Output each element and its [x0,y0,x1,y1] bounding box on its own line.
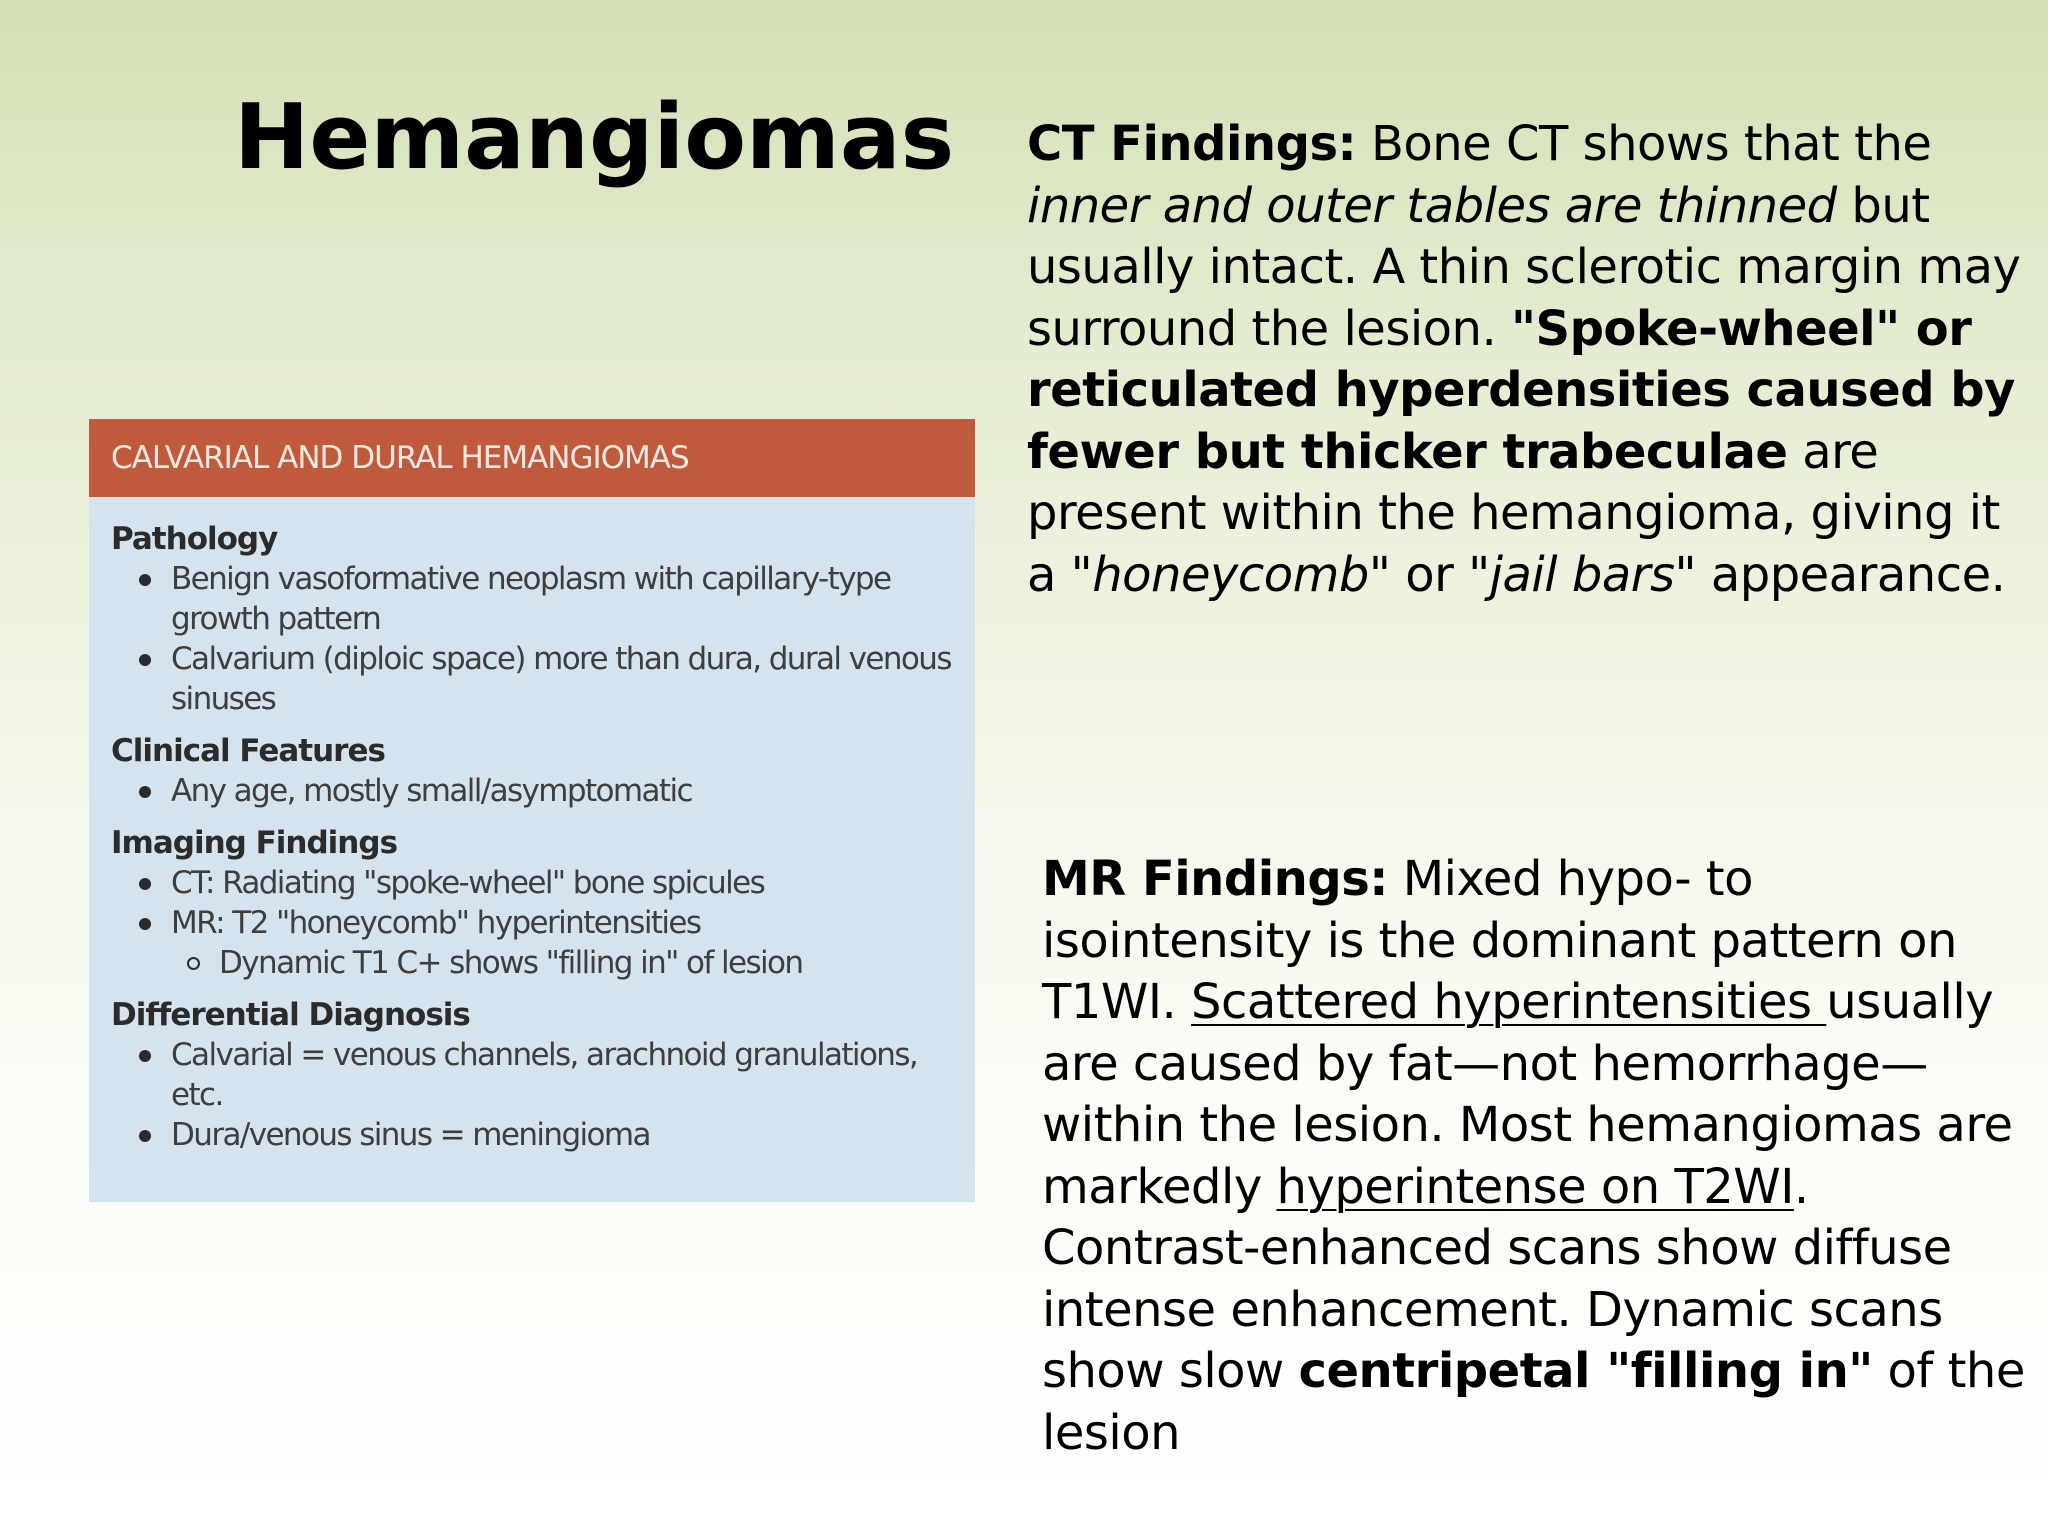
mr-findings-paragraph [1042,849,2032,1464]
ct-text: but usually intact. A thin sclerotic margin may surround the lesion. [1027,177,2021,357]
mr-text: usually are caused by fat—not hemorrhage—within the lesion. Most hemangiomas are markedly [1042,974,2013,1215]
table-section-pathology [111,519,975,719]
ct-text: " appearance. [1674,546,2006,603]
list-item: Dura/venous sinus = meningioma [171,1115,975,1155]
mr-text: Mixed hypo- to isointensity is the dominant pattern on T1WI. [1042,851,1957,1030]
list-item: Calvarium (diploic space) more than dura, dural venous sinuses [171,639,975,719]
bullet-list [111,771,975,811]
ct-italic-text: honeycomb [1092,546,1369,603]
ct-findings-label: CT Findings: [1027,116,1357,172]
ct-text: Bone CT shows that the [1356,116,1932,172]
ct-bold-text: "Spoke-wheel" or reticulated hyperdensities caused by fewer but thicker trabeculae [1027,300,2015,480]
sub-list-item: Dynamic T1 C+ shows "filling in" of lesion [219,943,975,983]
ct-italic-text: inner and outer tables are thinned [1027,177,1837,234]
mr-underlined-text: hyperintense on T2WI [1276,1158,1794,1215]
bullet-list [111,559,975,719]
table-section-imaging-findings [111,823,975,983]
hemangioma-summary-table [89,419,975,1202]
mr-text: . Contrast-enhanced scans show diffuse intense enhancement. Dynamic scans show slow [1042,1158,1952,1399]
section-heading: Clinical Features [111,733,385,769]
list-item-text: MR: T2 "honeycomb" hyperintensities [171,905,701,941]
list-item [171,903,975,983]
slide-title: Hemangiomas [234,85,955,190]
bullet-list [111,1035,975,1155]
bullet-list [111,863,975,983]
list-item: CT: Radiating "spoke-wheel" bone spicules [171,863,975,903]
list-item: Any age, mostly small/asymptomatic [171,771,975,811]
section-heading: Pathology [111,521,278,557]
ct-text: " or " [1368,546,1490,603]
mr-text: of the lesion [1042,1343,2025,1461]
table-body [89,497,975,1155]
table-section-differential-diagnosis [111,995,975,1155]
section-heading: Differential Diagnosis [111,997,470,1033]
list-item: Benign vasoformative neoplasm with capillary-type growth pattern [171,559,975,639]
list-item: Calvarial = venous channels, arachnoid granulations, etc. [171,1035,975,1115]
table-section-clinical-features [111,731,975,811]
ct-findings-paragraph [1027,114,2037,606]
mr-bold-text: centripetal "filling in" [1298,1343,1873,1399]
mr-findings-label: MR Findings: [1042,851,1388,907]
mr-underlined-text: Scattered hyperintensities [1191,974,1827,1030]
ct-text: are present within the hemangioma, giving it a " [1027,423,2000,603]
ct-italic-text: jail bars [1489,546,1675,603]
sub-bullet-list [171,943,975,983]
section-heading: Imaging Findings [111,825,398,861]
table-header: CALVARIAL AND DURAL HEMANGIOMAS [89,419,975,497]
